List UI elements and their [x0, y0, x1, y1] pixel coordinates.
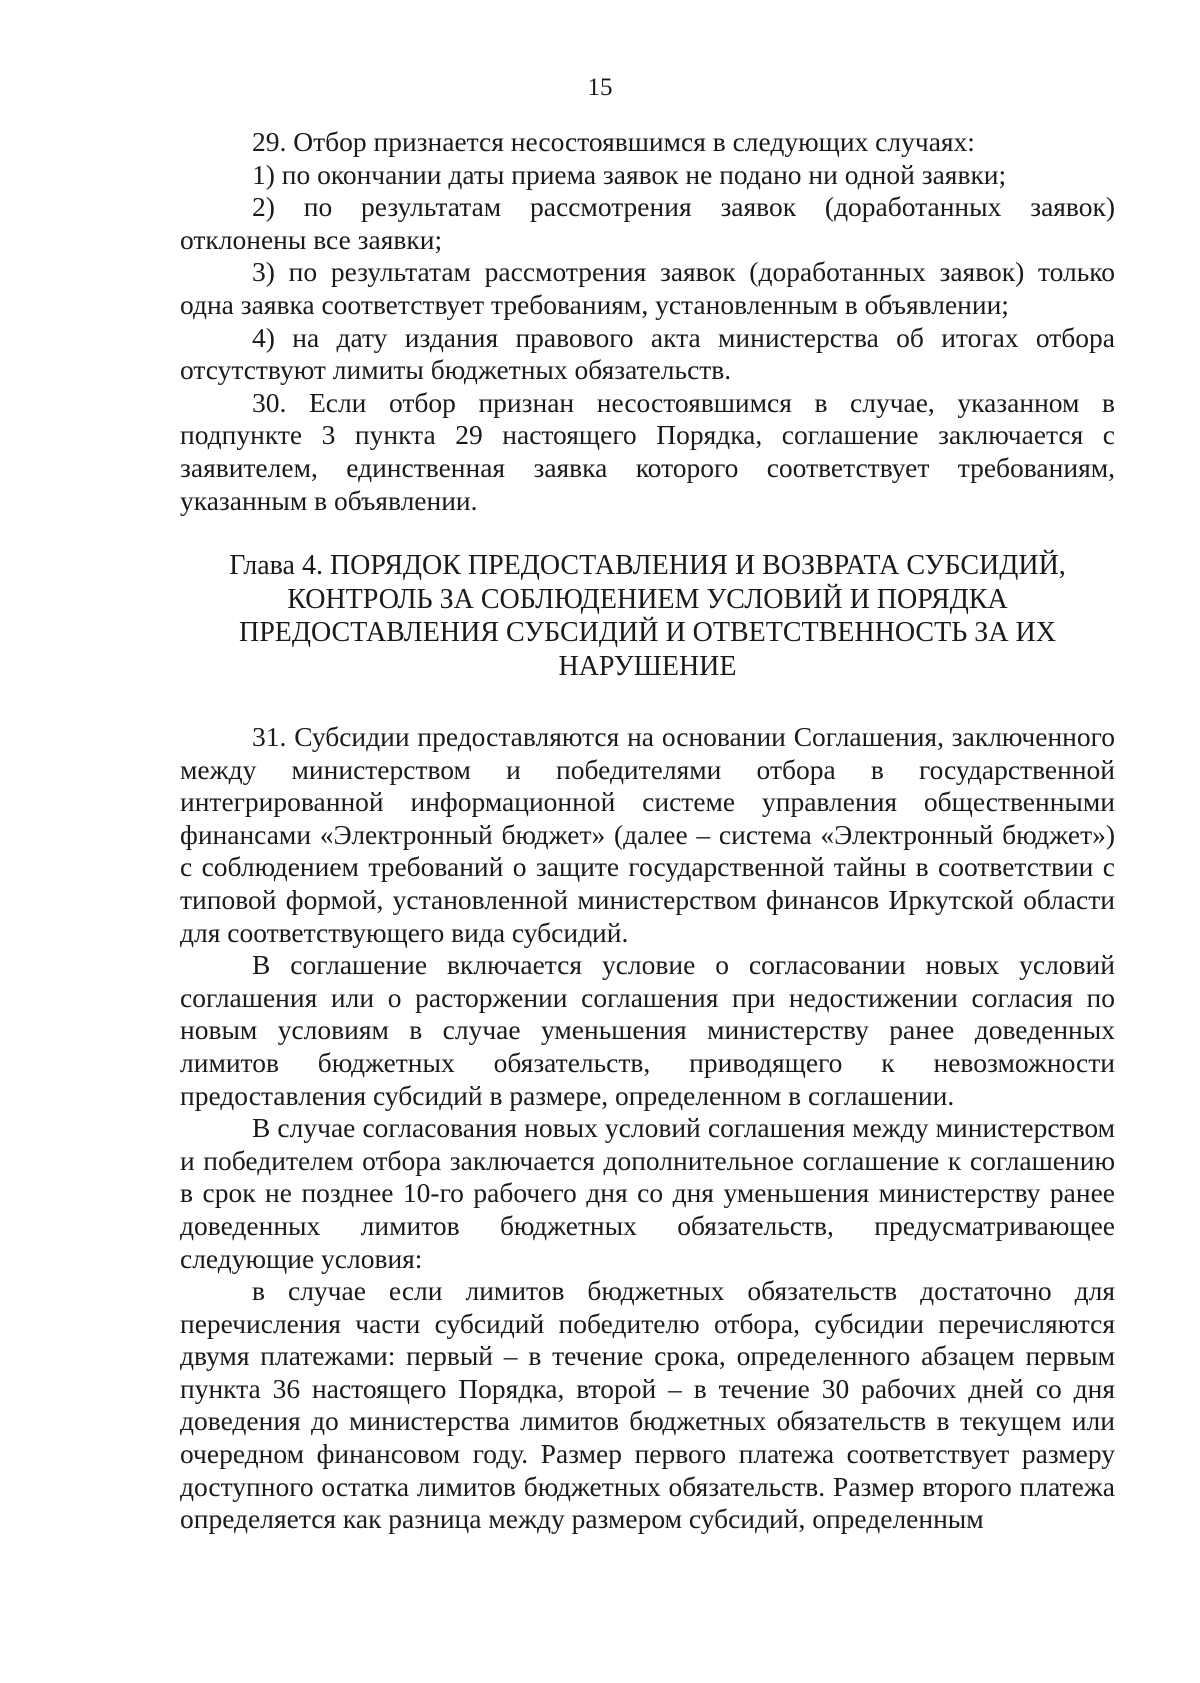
section-29-30: [180, 126, 1115, 517]
page-number: 15: [587, 74, 613, 101]
paragraph-29-item-1: 1) по окончании даты приема заявок не подано ни одной заявки;: [252, 158, 1007, 190]
paragraph-31-condition: В соглашение включается условие о согласовании новых условий соглашения или о расторжении соглашения при недостижении согласия по новым условиям в случае уменьшения министерству ранее доведенных лимитов бюджетных обязательств, приводящего к невозможности предоставления субсидий в размере, определенном в соглашении.: [180, 949, 1115, 1111]
paragraph-29-item-3: 3) по результатам рассмотрения заявок (доработанных заявок) только одна заявка соответствует требованиям, установленным в объявлении;: [180, 256, 1115, 320]
chapter-heading: Глава 4. ПОРЯДОК ПРЕДОСТАВЛЕНИЯ И ВОЗВРАТА СУБСИДИЙ, КОНТРОЛЬ ЗА СОБЛЮДЕНИЕМ УСЛОВИЙ И ПОРЯДКА ПРЕДОСТАВЛЕНИЯ СУБСИДИЙ И ОТВЕТСТВЕННОСТЬ ЗА ИХ НАРУШЕНИЕ: [229, 550, 1066, 682]
paragraph-29-item-4: 4) на дату издания правового акта министерства об итогах отбора отсутствуют лимиты бюджетных обязательств.: [180, 321, 1115, 386]
paragraph-29-intro: 29. Отбор признается несостоявшимся в следующих случаях:: [252, 126, 975, 157]
paragraph-31-additional-agreement: В случае согласования новых условий соглашения между министерством и победителем отбора заключается дополнительное соглашение к соглашению в срок не позднее 10-го рабочего дня со дня уменьшения министерству ранее доведенных лимитов бюджетных обязательств, предусматривающее следующие условия:: [180, 1112, 1115, 1274]
paragraph-29-item-2: 2) по результатам рассмотрения заявок (доработанных заявок) отклонены все заявки;: [180, 191, 1115, 255]
paragraph-31: 31. Субсидии предоставляются на основании Соглашения, заключенного между министерством и победителями отбора в государственной интегрированной информационной системе управления общественными финансами «Электронный бюджет» (далее – система «Электронный бюджет») с соблюдением требований о защите государственной тайны в соответствии с типовой формой, установленной министерством финансов Иркутской области для соответствующего вида субсидий.: [180, 721, 1115, 948]
paragraph-30: 30. Если отбор признан несостоявшимся в случае, указанном в подпункте 3 пункта 29 настоящего Порядка, соглашение заключается с заявителем, единственная заявка которого соответствует требованиям, указанным в объявлении.: [180, 386, 1115, 516]
paragraph-31-payments: в случае если лимитов бюджетных обязательств достаточно для перечисления части субсидий победителю отбора, субсидии перечисляются двумя платежами: первый – в течение срока, определенного абзацем первым пункта 36 настоящего Порядка, второй – в течение 30 рабочих дней со дня доведения до министерства лимитов бюджетных обязательств в текущем или очередном финансовом году. Размер первого платежа соответствует размеру доступного остатка лимитов бюджетных обязательств. Размер второго платежа определяется как разница между размером субсидий, определенным: [180, 1275, 1115, 1535]
section-31: [180, 721, 1115, 1536]
